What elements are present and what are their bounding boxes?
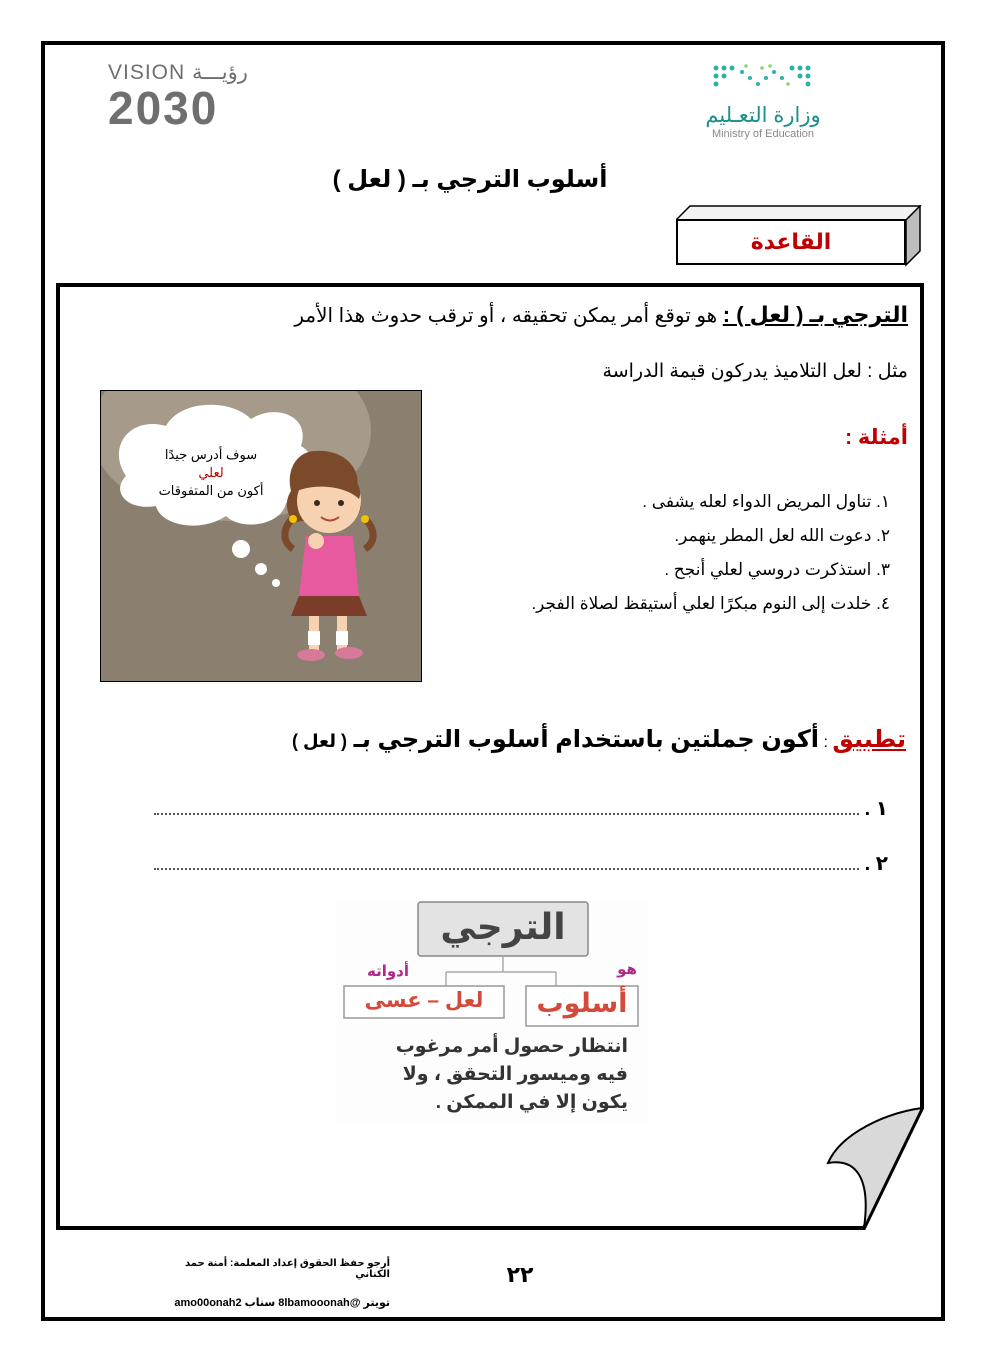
thought-line-2: لعلي xyxy=(198,465,224,480)
application-tail: ( لعل ) xyxy=(292,731,347,751)
examples-heading: أمثلة : xyxy=(845,426,908,449)
ministry-logo xyxy=(678,58,848,158)
answer-line-2[interactable] xyxy=(140,850,888,876)
diagram-tools-box: لعل – عسى xyxy=(364,989,484,1012)
thought-bubble-text xyxy=(131,446,291,500)
vision-2030-logo xyxy=(108,60,278,134)
rule-box xyxy=(676,205,922,265)
answer-dotted-line[interactable] xyxy=(154,795,859,815)
girl-thinking-icon xyxy=(101,391,421,681)
girl-thinking-illustration xyxy=(100,390,422,682)
page-title: أسلوب الترجي بـ ( لعل ) xyxy=(332,166,608,193)
vision-logo-number: 2030 xyxy=(108,82,219,134)
application-separator: : xyxy=(819,734,833,751)
list-item: ٤. خلدت إلى النوم مبكرًا لعلي أستيقظ لصلاة الفجر. xyxy=(531,594,890,613)
list-item: ٢. دعوت الله لعل المطر ينهمر. xyxy=(674,526,890,545)
rule-label: القاعدة xyxy=(676,219,906,265)
application-text: أكون جملتين باستخدام أسلوب الترجي بـ xyxy=(353,726,820,753)
diagram-description-line: يكون إلا في الممكن . xyxy=(435,1092,628,1113)
page-number: ٢٢ xyxy=(506,1262,534,1287)
thought-line-3: أكون من المتفوقات xyxy=(158,483,264,498)
list-item: ١. تناول المريض الدواء لعله يشفى . xyxy=(642,492,890,511)
definition-term: الترجي بـ ( لعل ) : xyxy=(722,302,908,327)
ministry-emblem-icon xyxy=(708,58,818,94)
footer-social: تويتر @8lbamooonah سناب amo00onah2 xyxy=(174,1297,390,1309)
page-curl-shape xyxy=(828,1108,922,1228)
footer-credit: أرجو حفظ الحقوق إعداد المعلمة: أمنة حمد الكناني xyxy=(185,1258,390,1280)
application-task xyxy=(190,725,906,754)
example-sentence: مثل : لعل التلاميذ يدركون قيمة الدراسة xyxy=(602,361,908,382)
thought-line-1: سوف أدرس جيدًا xyxy=(164,447,258,462)
diagram-description-line: انتظار حصول أمر مرغوب xyxy=(395,1036,628,1057)
definition-text: هو توقع أمر يمكن تحقيقه ، أو ترقب حدوث هذا الأمر xyxy=(294,305,718,327)
diagram-description xyxy=(344,1033,628,1117)
concept-diagram xyxy=(336,900,648,1125)
diagram-style-box: أسلوب xyxy=(536,988,628,1018)
answer-line-1[interactable] xyxy=(140,795,888,821)
diagram-title: الترجي xyxy=(440,906,566,947)
application-key: تطبيق xyxy=(832,726,906,753)
answer-dotted-line[interactable] xyxy=(154,850,859,870)
answer-number: ٢ . xyxy=(864,853,888,875)
diagram-is-label: هو xyxy=(617,961,637,978)
diagram-description-line: فيه وميسور التحقق ، ولا xyxy=(402,1064,628,1085)
list-item: ٣. استذكرت دروسي لعلي أنجح . xyxy=(664,560,890,579)
diagram-tools-label: أدواته xyxy=(366,963,410,980)
vision-logo-label: VISION رؤيـــة xyxy=(108,61,248,84)
ministry-name-arabic: وزارة التعـليم xyxy=(705,104,821,127)
definition xyxy=(190,302,908,328)
answer-number: ١ . xyxy=(864,798,888,820)
examples-list xyxy=(430,485,890,621)
ministry-name-english: Ministry of Education xyxy=(711,128,815,140)
